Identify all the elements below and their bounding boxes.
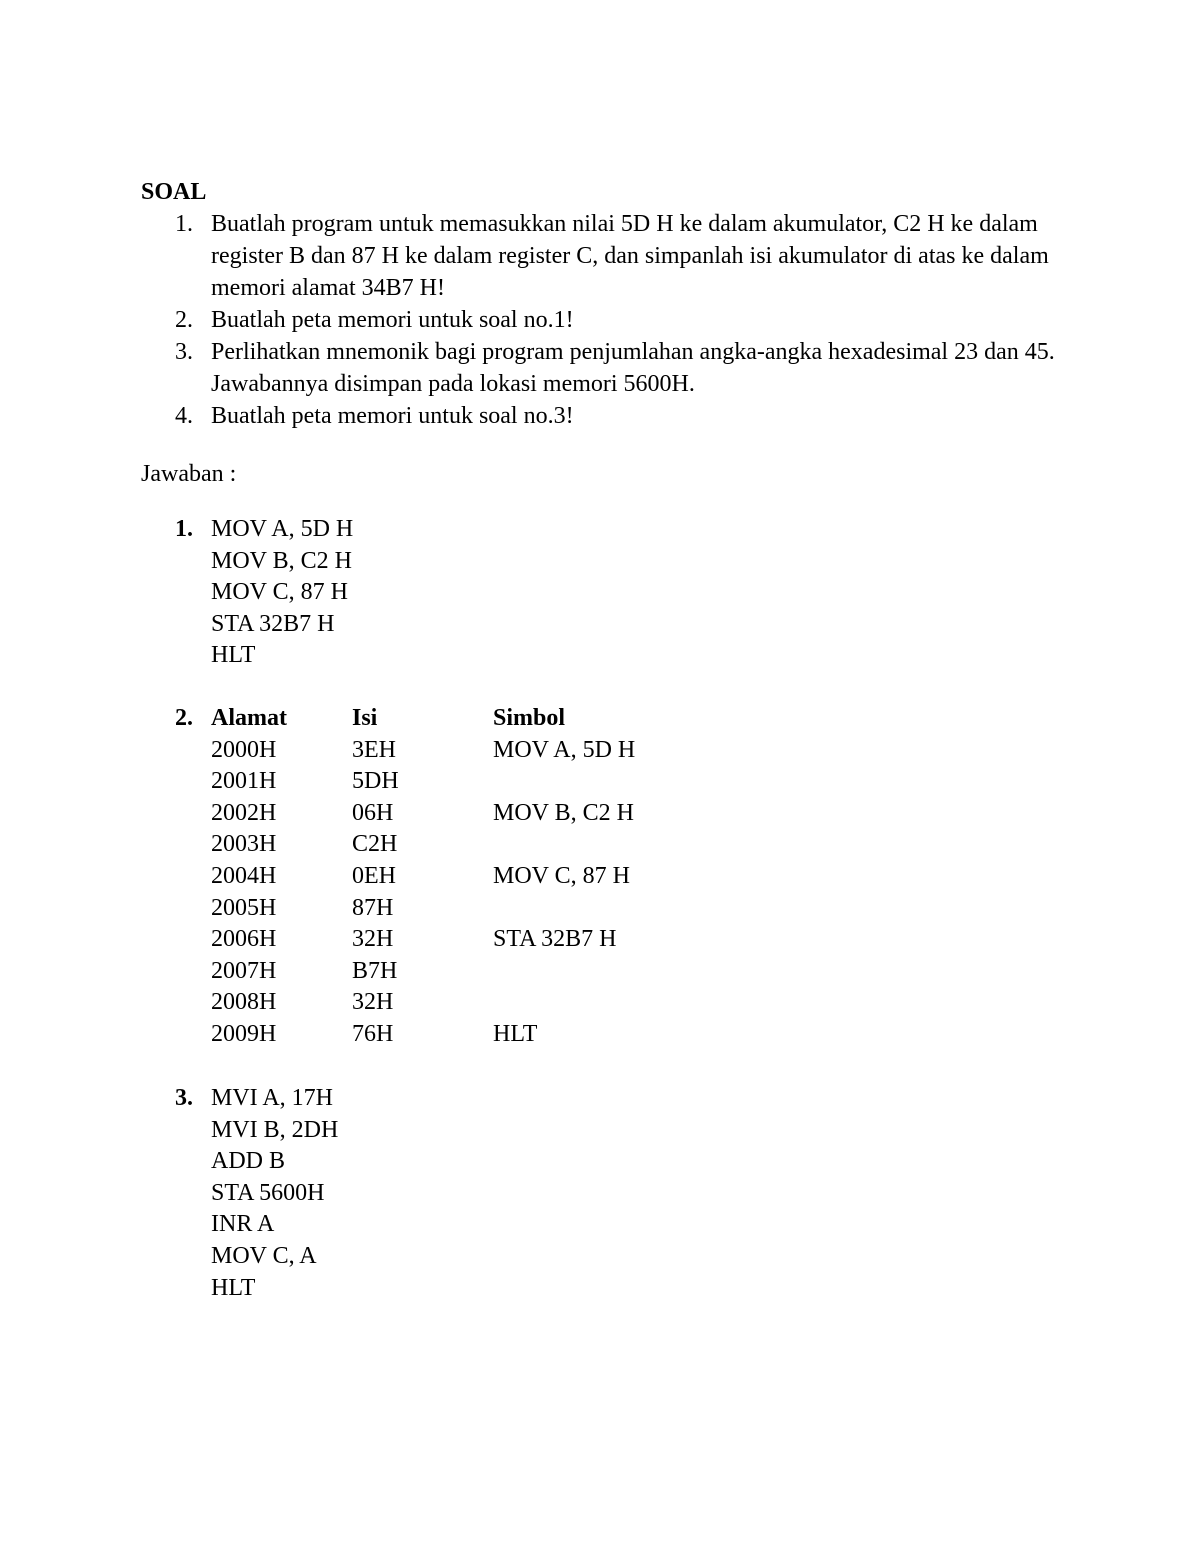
cell-simbol: MOV A, 5D H bbox=[493, 736, 636, 763]
column-header-simbol: Simbol bbox=[493, 705, 566, 731]
code-line: INR A bbox=[211, 1211, 275, 1238]
cell-alamat: 2006H bbox=[211, 926, 277, 953]
code-line: MVI A, 17H bbox=[211, 1085, 334, 1111]
cell-isi: 32H bbox=[352, 989, 394, 1016]
table-header-row bbox=[211, 703, 793, 735]
question-number: 4. bbox=[175, 403, 193, 429]
table-row bbox=[211, 829, 793, 861]
section-heading: SOAL bbox=[141, 179, 207, 205]
cell-simbol bbox=[493, 829, 793, 861]
question-number: 1. bbox=[175, 211, 193, 237]
cell-simbol: STA 32B7 H bbox=[493, 926, 617, 953]
cell-isi: 5DH bbox=[352, 768, 399, 795]
table-row bbox=[211, 735, 793, 767]
cell-alamat: 2008H bbox=[211, 989, 277, 1016]
table-row bbox=[211, 987, 793, 1019]
code-line: MOV C, A bbox=[211, 1242, 317, 1269]
code-line: HLT bbox=[211, 642, 256, 669]
memory-map-table bbox=[211, 703, 793, 1051]
code-line: MOV C, 87 H bbox=[211, 579, 348, 606]
question-item bbox=[141, 400, 1081, 432]
cell-simbol: MOV C, 87 H bbox=[493, 862, 630, 889]
memory-map bbox=[211, 703, 793, 1051]
cell-isi: 87H bbox=[352, 894, 394, 921]
code-line: MOV A, 5D H bbox=[211, 516, 354, 542]
cell-alamat: 2005H bbox=[211, 894, 277, 921]
question-text: Buatlah peta memori untuk soal no.1! bbox=[211, 307, 574, 333]
question-number: 2. bbox=[175, 307, 193, 333]
cell-simbol: MOV B, C2 H bbox=[493, 799, 634, 826]
column-header-isi: Isi bbox=[352, 705, 378, 731]
cell-alamat: 2003H bbox=[211, 831, 277, 858]
cell-alamat: 2000H bbox=[211, 736, 277, 763]
question-item bbox=[141, 208, 1081, 304]
code-line: MVI B, 2DH bbox=[211, 1116, 339, 1143]
cell-alamat: 2004H bbox=[211, 862, 277, 889]
question-number: 3. bbox=[175, 339, 193, 365]
table-row bbox=[211, 798, 793, 830]
cell-simbol: HLT bbox=[493, 1020, 538, 1047]
cell-isi: B7H bbox=[352, 957, 398, 984]
code-line: ADD B bbox=[211, 1148, 286, 1175]
code-line: MOV B, C2 H bbox=[211, 547, 352, 574]
question-text: Buatlah peta memori untuk soal no.3! bbox=[211, 403, 574, 429]
table-row bbox=[211, 766, 793, 798]
answer-number: 2. bbox=[175, 705, 193, 731]
cell-isi: 32H bbox=[352, 926, 394, 953]
code-line: STA 5600H bbox=[211, 1179, 325, 1206]
question-text: Perlihatkan mnemonik bagi program penjumlahan angka-angka hexadesimal 23 dan 45. Jawabannya disimpan pada lokasi memori 5600H. bbox=[211, 339, 1055, 397]
cell-isi: 06H bbox=[352, 799, 394, 826]
answer-number: 3. bbox=[175, 1085, 193, 1111]
code-line: HLT bbox=[211, 1274, 256, 1301]
code-block bbox=[211, 1083, 338, 1304]
cell-simbol bbox=[493, 893, 793, 925]
cell-isi: 3EH bbox=[352, 736, 396, 763]
code-line: STA 32B7 H bbox=[211, 610, 335, 637]
question-item bbox=[141, 304, 1081, 336]
table-row bbox=[211, 861, 793, 893]
answers-label: Jawaban : bbox=[141, 461, 237, 487]
table-row bbox=[211, 924, 793, 956]
question-item bbox=[141, 336, 1081, 400]
cell-alamat: 2007H bbox=[211, 957, 277, 984]
answer-number: 1. bbox=[175, 516, 193, 542]
table-row bbox=[211, 893, 793, 925]
cell-simbol bbox=[493, 956, 793, 988]
question-text: Buatlah program untuk memasukkan nilai 5D H ke dalam akumulator, C2 H ke dalam register B dan 87 H ke dalam register C, dan simpanlah isi akumulator di atas ke dalam memori alamat 34B7 H! bbox=[211, 211, 1049, 301]
question-list bbox=[141, 208, 1081, 432]
cell-simbol bbox=[493, 987, 793, 1019]
table-row bbox=[211, 956, 793, 988]
cell-isi: 76H bbox=[352, 1020, 394, 1047]
cell-alamat: 2001H bbox=[211, 768, 277, 795]
cell-alamat: 2009H bbox=[211, 1020, 277, 1047]
cell-simbol bbox=[493, 766, 793, 798]
code-block bbox=[211, 514, 353, 672]
table-row bbox=[211, 1019, 793, 1051]
column-header-alamat: Alamat bbox=[211, 705, 287, 731]
cell-isi: 0EH bbox=[352, 862, 396, 889]
cell-alamat: 2002H bbox=[211, 799, 277, 826]
cell-isi: C2H bbox=[352, 831, 398, 858]
